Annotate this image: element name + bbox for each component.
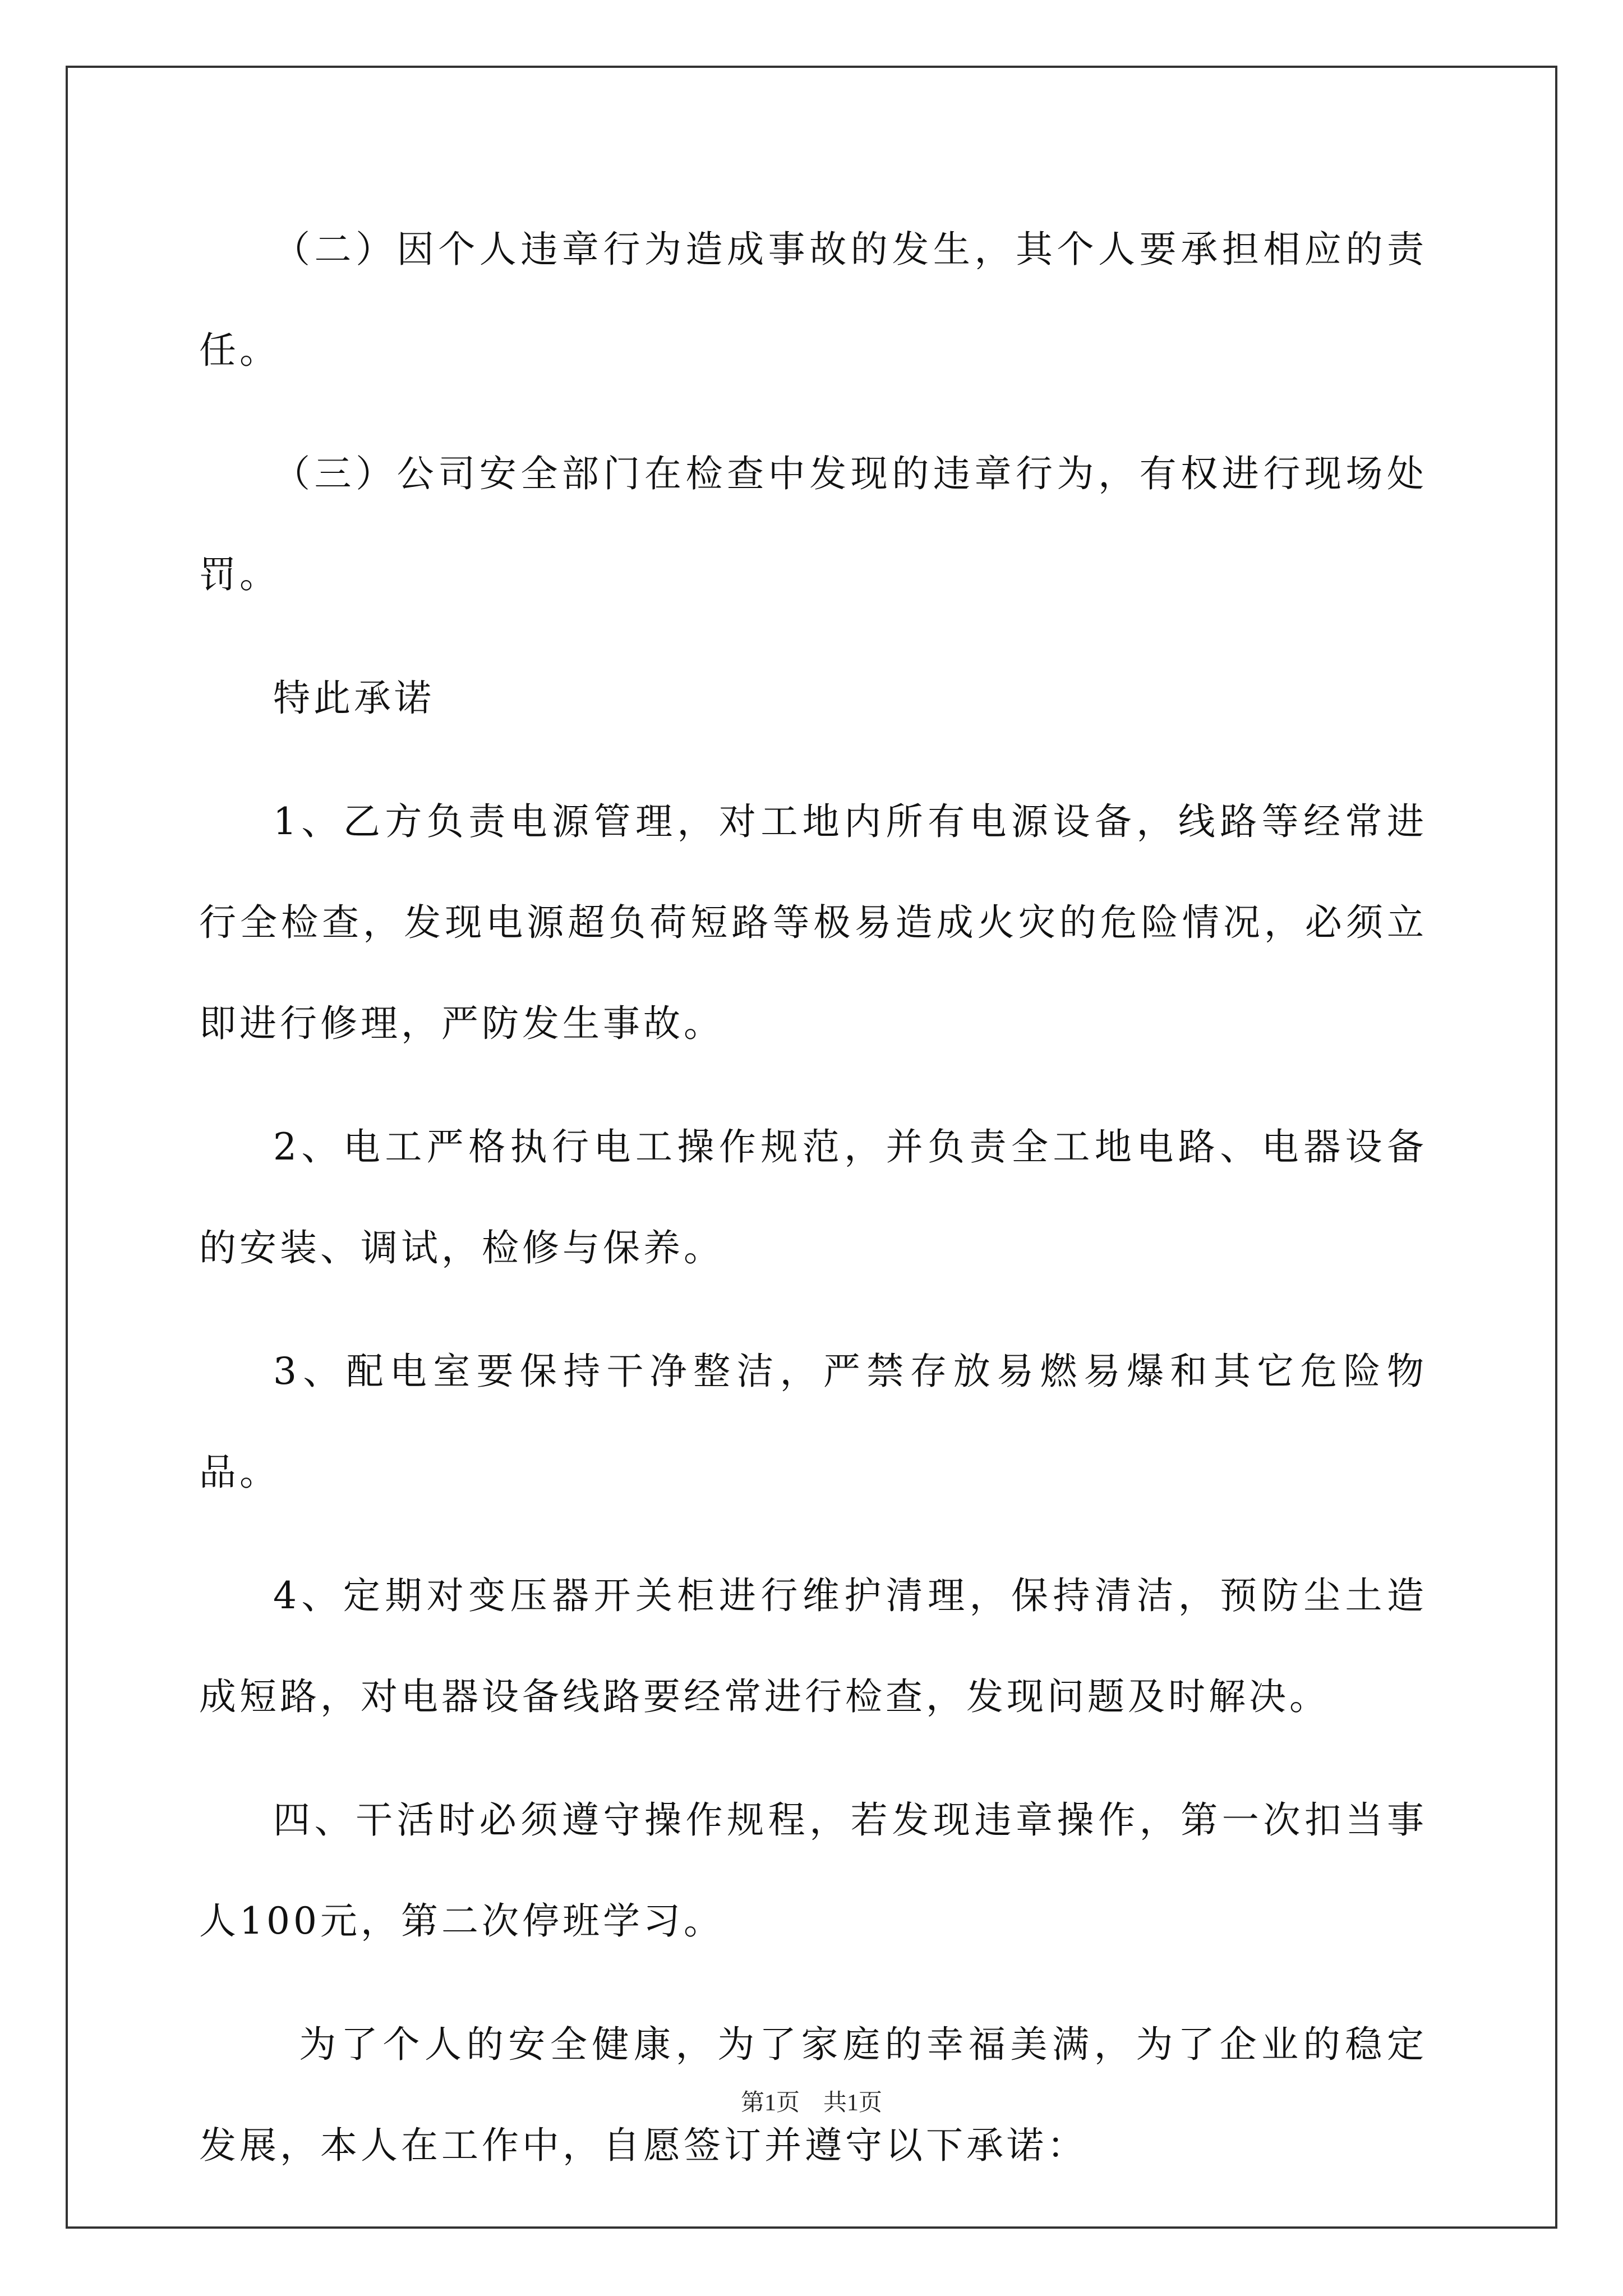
page-footer: 第1页 共1页 (740, 2090, 882, 2116)
paragraph-responsibility: （二）因个人违章行为造成事故的发生，其个人要承担相应的责任。 (199, 228, 1427, 372)
paragraph-item-2: 2、电工严格执行电工操作规范，并负责全工地电路、电器设备的安装、调试，检修与保养。 (199, 1125, 1427, 1269)
paragraph-item-3: 3、配电室要保持干净整洁，严禁存放易燃易爆和其它危险物品。 (199, 1350, 1427, 1494)
paragraph-commitment-intro: 为了个人的安全健康，为了家庭的幸福美满，为了企业的稳定发展，本人在工作中，自愿签订并遵守以下承诺： (199, 2023, 1427, 2167)
paragraph-penalty-authority: （三）公司安全部门在检查中发现的违章行为，有权进行现场处罚。 (199, 452, 1427, 596)
paragraph-item-1: 1、乙方负责电源管理，对工地内所有电源设备，线路等经常进行全检查，发现电源超负荷短路等极易造成火灾的危险情况，必须立即进行修理，严防发生事故。 (199, 800, 1427, 1045)
paragraph-item-4: 4、定期对变压器开关柜进行维护清理，保持清洁，预防尘土造成短路，对电器设备线路要经常进行检查，发现问题及时解决。 (199, 1574, 1427, 1718)
document-body (199, 199, 1427, 2219)
paragraph-hereby-promise: 特此承诺 (273, 677, 435, 720)
paragraph-section-4: 四、干活时必须遵守操作规程，若发现违章操作，第一次扣当事人100元，第二次停班学习。 (199, 1798, 1427, 1943)
